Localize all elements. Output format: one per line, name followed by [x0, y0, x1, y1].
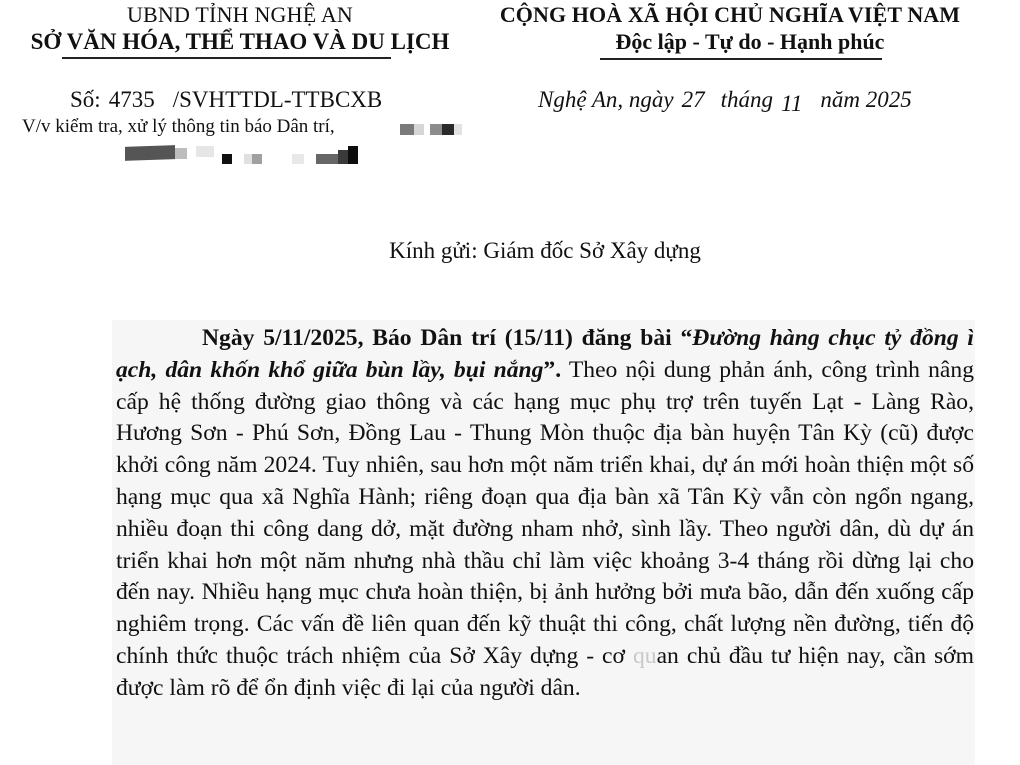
document-number	[70, 86, 382, 114]
body-text-1: Theo nội dung phản ánh, công trình nâng cấp hệ thống đường giao thông và các hạng mục phụ trợ trên tuyến Lạt - Làng Rào, Hương Sơn - Phú Sơn, Đồng Lau - Thung Mòn thuộc địa bàn huyện Tân Kỳ (cũ) được khởi công năm 2024. Tuy nhiên, sau hơn một năm triển khai, dự án mới hoàn thiện một số hạng mục qua xã Nghĩa Hành; riêng đoạn qua địa bàn xã Tân Kỳ vẫn còn ngổn ngang, nhiều đoạn thi công dang dở, mặt đường nham nhở, sình lầy. Theo người dân, dù dự án triển khai hơn một năm nhưng nhà thầu chỉ làm việc khoảng 3-4 tháng rồi dừng lại cho đến nay. Nhiều hạng mục chưa hoàn thiện, bị ảnh hưởng bởi mưa bão, dẫn đến xuống cấp nghiêm trọng. Các vấn đề liên quan đến kỹ thuật thi công, chất lượng nền đường, tiến độ chính thức thuộc trách nhiệm của Sở Xây dựng - cơ	[116, 356, 974, 669]
year-label: năm	[820, 87, 860, 112]
year: 2025	[865, 87, 912, 112]
article-title-close: ”.	[543, 356, 562, 383]
article-title: Đường hàng chục tỷ đồng ì ạch, dân khốn khổ giữa bùn lầy, bụi nắng	[116, 325, 974, 383]
parent-agency: UBND TỈNH NGHỆ AN	[126, 2, 354, 27]
number-label: Số:	[70, 87, 101, 112]
recipient: Kính gửi: Giám đốc Sở Xây dựng	[389, 238, 701, 263]
place-and-date	[538, 86, 912, 114]
national-title: CỘNG HOÀ XÃ HỘI CHỦ NGHĨA VIỆT NAM	[499, 2, 961, 27]
month: 11	[781, 91, 803, 116]
month-label: tháng	[720, 87, 774, 112]
place: Nghệ An, ngày	[538, 87, 674, 112]
body-text-2: an chủ đầu tư hiện nay, cần sớm được làm rõ để ổn định việc đi lại của người dân.	[116, 642, 974, 701]
national-motto: Độc lập - Tự do - Hạnh phúc	[615, 29, 885, 54]
faded-fragment: qu	[632, 642, 657, 669]
number-code: /SVHTTDL-TTBCXB	[172, 87, 383, 112]
agency-underline	[62, 57, 391, 59]
issuing-agency: SỞ VĂN HÓA, THỂ THAO VÀ DU LỊCH	[30, 29, 450, 54]
body-lead: Ngày 5/11/2025, Báo Dân trí (15/11) đăng bài “	[202, 325, 693, 351]
body-paragraph	[116, 323, 974, 705]
number-value: 4735	[108, 87, 155, 112]
day: 27	[681, 87, 705, 112]
motto-underline	[600, 58, 882, 60]
document-subject: V/v kiểm tra, xử lý thông tin báo Dân trí,	[22, 116, 335, 137]
